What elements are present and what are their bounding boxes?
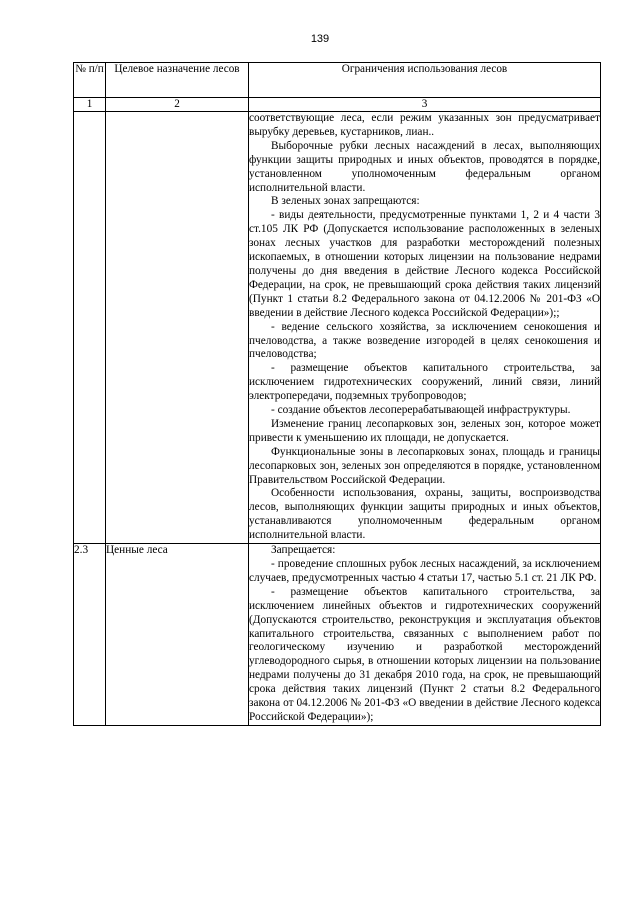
header-restrictions: Ограничения использования лесов: [249, 63, 601, 98]
row-purpose: [106, 112, 249, 544]
paragraph: Запрещается:: [271, 544, 336, 557]
paragraph: - проведение сплошных рубок лесных насаждений, за исключением случаев, предусмотренных частью 4 статьи 17, частью 5.1 ст. 21 ЛК РФ.: [249, 558, 600, 584]
row-number: 2.3: [74, 544, 106, 726]
paragraph: Особенности использования, охраны, защиты, воспроизводства лесов, выполняющих функции защиты природных и иных объектов, устанавливаются уполномоченным федеральным органом исполнительной власти.: [249, 487, 600, 542]
table-row: [74, 112, 601, 544]
column-numbering-row: [74, 98, 601, 112]
row-restrictions: [249, 544, 601, 726]
row-number: [74, 112, 106, 544]
paragraph: - размещение объектов капитального строительства, за исключением линейных объектов и гидротехнических сооружений (Допускаются строительство, реконструкция и эксплуатация объектов капитального строительства, связанных с выполнением работ по геологическому изучению и разработкой месторождений углеводородного сырья, в отношении которых лицензии на пользование недрами получены до 31 декабря 2010 года, на срок, не превышающий срока действия таких лицензий (Пункт 2 статьи 8.2 Федерального закона от 04.12.2006 № 201-ФЗ «О введении в действие Лесного кодекса Российской Федерации»);: [249, 585, 600, 723]
paragraph: Изменение границ лесопарковых зон, зеленых зон, которое может привести к уменьшению их площади, не допускается.: [249, 417, 600, 444]
table-header-row: [74, 63, 601, 98]
column-number-1: 1: [74, 98, 106, 112]
paragraph: соответствующие леса, если режим указанных зон предусматривает вырубку деревьев, кустарников, лиан..: [249, 112, 600, 138]
paragraph: Функциональные зоны в лесопарковых зонах, площадь и границы лесопарковых зон, зеленых зон определяются в порядке, установленном Правительством Российской Федерации.: [249, 445, 600, 486]
row-restrictions: [249, 112, 601, 544]
paragraph: - виды деятельности, предусмотренные пунктами 1, 2 и 4 части 3 ст.105 ЛК РФ (Допускается использование расположенных в зеленых зонах лесных участков для разработки месторождений полезных ископаемых, в отношении которых лицензии на пользование недрами получены до дня введения в действие Лесного кодекса Российской Федерации, на срок, не превышающий срока действия таких лицензий (Пункт 1 статьи 8.2 Федерального закона от 04.12.2006 № 201-ФЗ «О введении в действие Лесного кодекса Российской Федерации»);;: [249, 209, 600, 319]
header-purpose: Целевое назначение лесов: [106, 63, 249, 98]
paragraph: В зеленых зонах запрещаются:: [271, 195, 420, 208]
paragraph: - размещение объектов капитального строительства, за исключением гидротехнических сооружений, линий связи, линий электропередачи, подземных трубопроводов;: [249, 362, 600, 403]
paragraph: Выборочные рубки лесных насаждений в лесах, выполняющих функции защиты природных и иных объектов, проводятся в порядке, установленном уполномоченным федеральным органом исполнительной власти.: [249, 139, 600, 194]
paragraph: - создание объектов лесоперерабатывающей инфраструктуры.: [271, 404, 571, 417]
column-number-2: 2: [106, 98, 249, 112]
column-number-3: 3: [249, 98, 601, 112]
paragraph: - ведение сельского хозяйства, за исключением сенокошения и пчеловодства, а также возведение изгородей в целях сенокошения и пчеловодства;: [249, 320, 600, 361]
page-number: 139: [310, 33, 330, 45]
table-row: [74, 544, 601, 726]
restrictions-table: [73, 62, 601, 726]
row-purpose: Ценные леса: [106, 544, 249, 726]
header-number: № п/п: [74, 63, 106, 98]
